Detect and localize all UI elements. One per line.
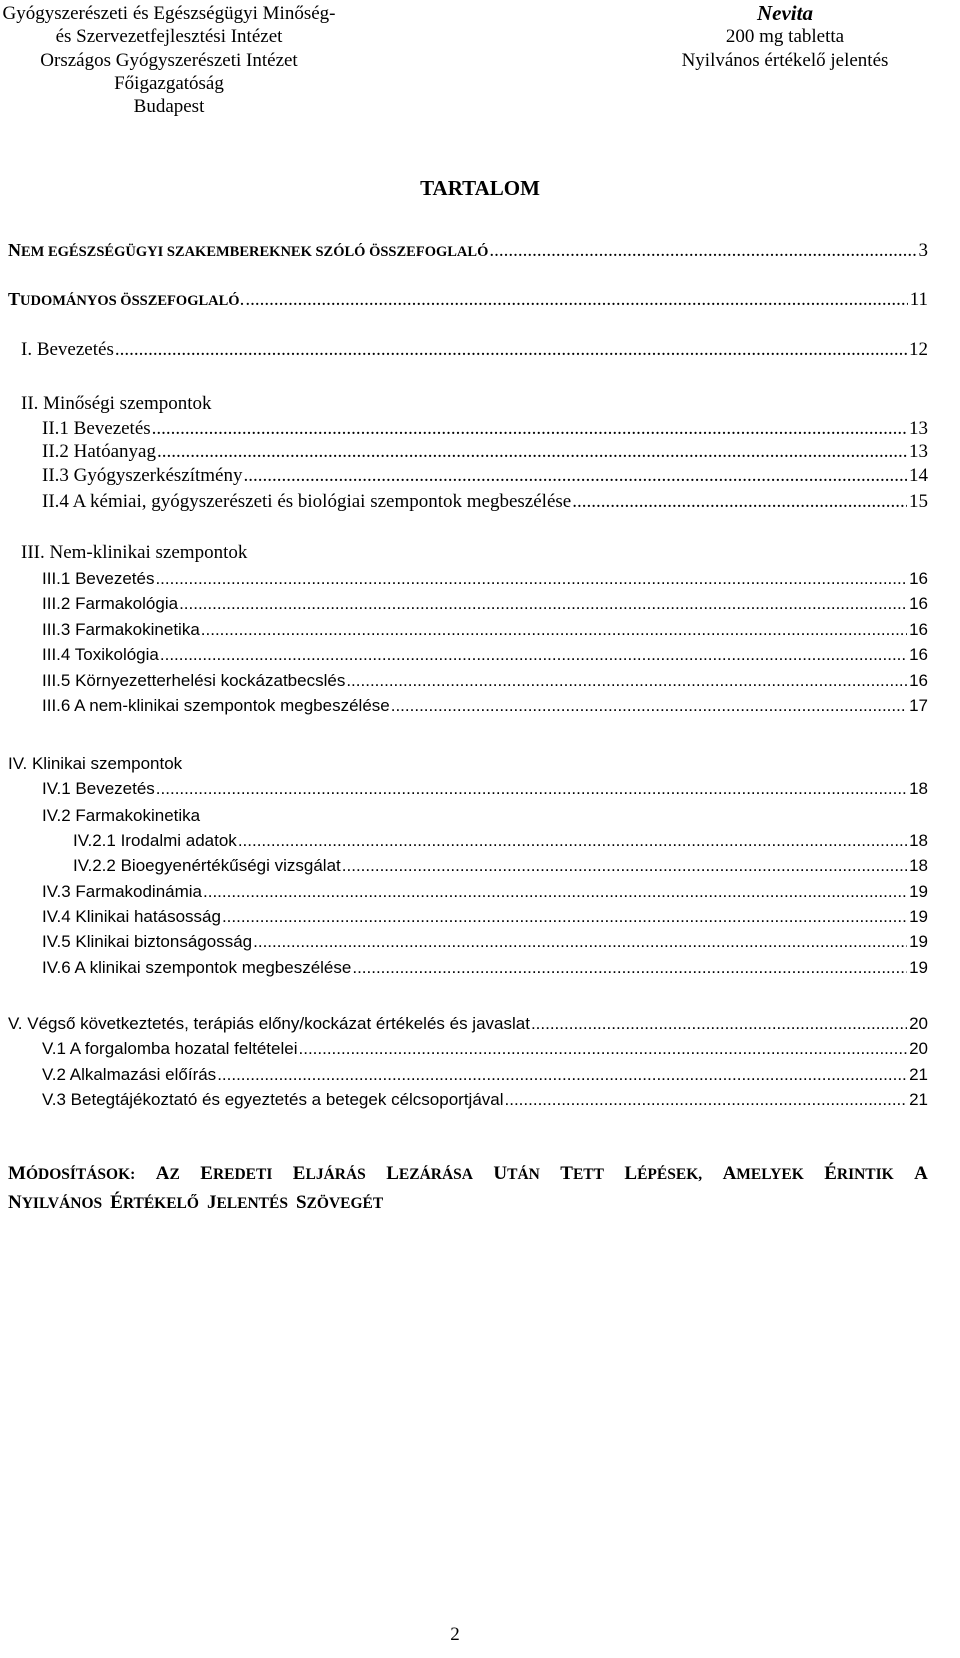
heading-word: LEZÁRÁSA xyxy=(386,1163,473,1184)
toc-entry-label: III.1 Bevezetés xyxy=(42,569,155,588)
toc-entry-label: III.3 Farmakokinetika xyxy=(42,620,200,639)
toc-leader-dots xyxy=(156,779,907,799)
toc-page-number: 13 xyxy=(909,418,928,439)
toc-leader-dots xyxy=(505,1090,908,1110)
toc-leader-dots xyxy=(217,1065,907,1085)
toc-leader-dots xyxy=(489,240,916,262)
toc-section-nonclinical[interactable]: III. Nem-klinikai szempontok xyxy=(21,542,248,563)
header-line: 200 mg tabletta xyxy=(725,26,845,48)
toc-entry-summary-sci[interactable] xyxy=(8,289,928,311)
toc-leader-dots xyxy=(572,491,907,513)
toc-entry[interactable] xyxy=(42,594,928,614)
toc-entry[interactable] xyxy=(42,882,928,902)
toc-entry[interactable] xyxy=(42,958,928,978)
toc-entry-intro[interactable] xyxy=(21,339,928,361)
header-line: Budapest xyxy=(133,96,205,118)
toc-entry[interactable] xyxy=(42,1065,928,1085)
toc-entry-label: IV.6 A klinikai szempontok megbeszélése xyxy=(42,958,352,977)
toc-entry-summary-nonpro[interactable] xyxy=(8,240,928,262)
toc-page-number: 19 xyxy=(909,882,928,901)
toc-leader-dots xyxy=(245,289,907,311)
toc-entry-label: III.4 Toxikológia xyxy=(42,645,159,664)
toc-entry-label: V.1 A forgalomba hozatal feltételei xyxy=(42,1039,298,1058)
toc-entry[interactable] xyxy=(42,907,928,927)
toc-entry[interactable] xyxy=(42,779,928,799)
toc-entry-label: V.3 Betegtájékoztató és egyeztetés a betegek célcsoportjával xyxy=(42,1090,504,1109)
header-line: Főigazgatóság xyxy=(114,72,224,94)
header-institution xyxy=(0,2,338,118)
toc-page-number: 16 xyxy=(909,594,928,613)
toc-leader-dots xyxy=(179,594,907,614)
toc-leader-dots xyxy=(253,932,907,952)
toc-entry[interactable] xyxy=(42,465,928,487)
header-line: és Szervezetfejlesztési Intézet xyxy=(55,26,283,48)
heading-word: AZ xyxy=(155,1163,180,1184)
toc-entry-label: I. Bevezetés xyxy=(21,339,114,360)
toc-leader-dots xyxy=(391,696,907,716)
toc-entry-label: IV.5 Klinikai biztonságosság xyxy=(42,932,253,951)
toc-leader-dots xyxy=(155,569,907,589)
toc-page-number: 12 xyxy=(909,339,928,360)
toc-page-number: 21 xyxy=(909,1065,928,1084)
toc-entry-label: IV.2.1 Irodalmi adatok xyxy=(73,831,237,850)
toc-page-number: 11 xyxy=(909,289,928,310)
heading-word: ÉRTÉKELŐ xyxy=(110,1192,199,1213)
toc-entry-label: III.2 Farmakológia xyxy=(42,594,179,613)
toc-entry-label: II.3 Gyógyszerkészítmény xyxy=(42,465,243,486)
heading-word: ÉRINTIK xyxy=(824,1163,894,1184)
toc-leader-dots xyxy=(244,465,908,487)
toc-entry[interactable] xyxy=(42,1090,928,1110)
toc-entry[interactable] xyxy=(42,1039,928,1059)
toc-entry[interactable] xyxy=(73,831,928,851)
modifications-heading[interactable] xyxy=(8,1160,928,1218)
toc-page-number: 20 xyxy=(909,1039,928,1058)
toc-entry-label: IV.4 Klinikai hatásosság xyxy=(42,907,221,926)
toc-leader-dots xyxy=(201,620,907,640)
toc-entry-label: TUDOMÁNYOS ÖSSZEFOGLALÓ. xyxy=(8,289,245,310)
toc-page-number: 19 xyxy=(909,958,928,977)
toc-leader-dots xyxy=(222,907,907,927)
heading-word: MÓDOSÍTÁSOK: xyxy=(8,1163,136,1184)
heading-word: TETT xyxy=(560,1163,604,1184)
toc-entry-label: III.6 A nem-klinikai szempontok megbeszélése xyxy=(42,696,390,715)
toc-leader-dots xyxy=(238,831,907,851)
toc-entry-label: V. Végső következtetés, terápiás előny/kockázat értékelés és javaslat xyxy=(8,1014,530,1033)
header-product xyxy=(640,2,930,72)
toc-subsection[interactable]: IV.2 Farmakokinetika xyxy=(42,806,201,825)
heading-word: SZÖVEGÉT xyxy=(295,1192,384,1213)
toc-entry[interactable] xyxy=(42,696,928,716)
heading-word: AMELYEK xyxy=(722,1163,804,1184)
toc-leader-dots xyxy=(157,441,907,463)
toc-page-number: 19 xyxy=(909,932,928,951)
toc-page-number: 3 xyxy=(918,240,928,261)
toc-leader-dots xyxy=(352,958,907,978)
toc-page-number: 19 xyxy=(909,907,928,926)
toc-page-number: 20 xyxy=(909,1014,928,1033)
toc-page-number: 18 xyxy=(909,779,928,798)
toc-page-number: 16 xyxy=(909,671,928,690)
header-line: Gyógyszerészeti és Egészségügyi Minőség- xyxy=(2,3,336,24)
heading-word: A xyxy=(914,1163,928,1184)
toc-page-number: 14 xyxy=(909,465,928,486)
toc-entry-label: II.4 A kémiai, gyógyszerészeti és biológiai szempontok megbeszélése xyxy=(42,491,572,512)
toc-leader-dots xyxy=(152,418,907,440)
toc-entry[interactable] xyxy=(73,856,928,876)
toc-entry-label: IV.3 Farmakodinámia xyxy=(42,882,203,901)
toc-entry[interactable] xyxy=(42,645,928,665)
toc-leader-dots xyxy=(160,645,907,665)
toc-page-number: 13 xyxy=(909,441,928,462)
toc-page-number: 15 xyxy=(909,491,928,512)
toc-entry[interactable] xyxy=(42,620,928,640)
modifications-heading-line xyxy=(8,1189,928,1218)
heading-word: EREDETI xyxy=(200,1163,273,1184)
toc-page-number: 16 xyxy=(909,645,928,664)
toc-leader-dots xyxy=(299,1039,908,1059)
toc-entry[interactable] xyxy=(42,569,928,589)
toc-leader-dots xyxy=(115,339,907,361)
toc-leader-dots xyxy=(346,671,907,691)
page-number: 2 xyxy=(450,1624,460,1645)
toc-entry[interactable] xyxy=(42,441,928,463)
toc-entry-label: IV.1 Bevezetés xyxy=(42,779,155,798)
toc-entry[interactable] xyxy=(42,418,928,440)
toc-leader-dots xyxy=(342,856,907,876)
toc-title: TARTALOM xyxy=(420,176,540,200)
toc-section-quality[interactable]: II. Minőségi szempontok xyxy=(21,393,212,414)
toc-entry-label: II.2 Hatóanyag xyxy=(42,441,156,462)
toc-leader-dots xyxy=(203,882,907,902)
product-name: Nevita xyxy=(757,1,813,25)
toc-entry-label: NEM EGÉSZSÉGÜGYI SZAKEMBEREKNEK SZÓLÓ ÖSSZEFOGLALÓ xyxy=(8,240,489,260)
toc-page-number: 17 xyxy=(909,696,928,715)
toc-section-clinical[interactable]: IV. Klinikai szempontok xyxy=(8,754,183,773)
heading-word: ELJÁRÁS xyxy=(292,1163,366,1184)
toc-leader-dots xyxy=(531,1014,907,1034)
toc-page-number: 18 xyxy=(909,856,928,875)
heading-word: UTÁN xyxy=(493,1163,540,1184)
toc-entry-conclusion[interactable] xyxy=(8,1014,928,1034)
header-line: Országos Gyógyszerészeti Intézet xyxy=(40,49,298,71)
toc-entry-label: V.2 Alkalmazási előírás xyxy=(42,1065,217,1084)
toc-entry-label: III.5 Környezetterhelési kockázatbecslés xyxy=(42,671,346,690)
toc-entry[interactable] xyxy=(42,671,928,691)
toc-entry[interactable] xyxy=(42,491,928,513)
heading-word: NYILVÁNOS xyxy=(8,1192,103,1213)
toc-page-number: 18 xyxy=(909,831,928,850)
toc-page-number: 21 xyxy=(909,1090,928,1109)
heading-word: JELENTÉS xyxy=(206,1192,288,1213)
heading-word: LÉPÉSEK, xyxy=(624,1163,703,1184)
toc-page-number: 16 xyxy=(909,620,928,639)
toc-entry-label: II.1 Bevezetés xyxy=(42,418,151,439)
toc-entry-label: IV.2.2 Bioegyenértékűségi vizsgálat xyxy=(73,856,341,875)
toc-entry[interactable] xyxy=(42,932,928,952)
modifications-heading-line xyxy=(8,1160,928,1189)
toc-page-number: 16 xyxy=(909,569,928,588)
header-line: Nyilvános értékelő jelentés xyxy=(681,49,889,71)
